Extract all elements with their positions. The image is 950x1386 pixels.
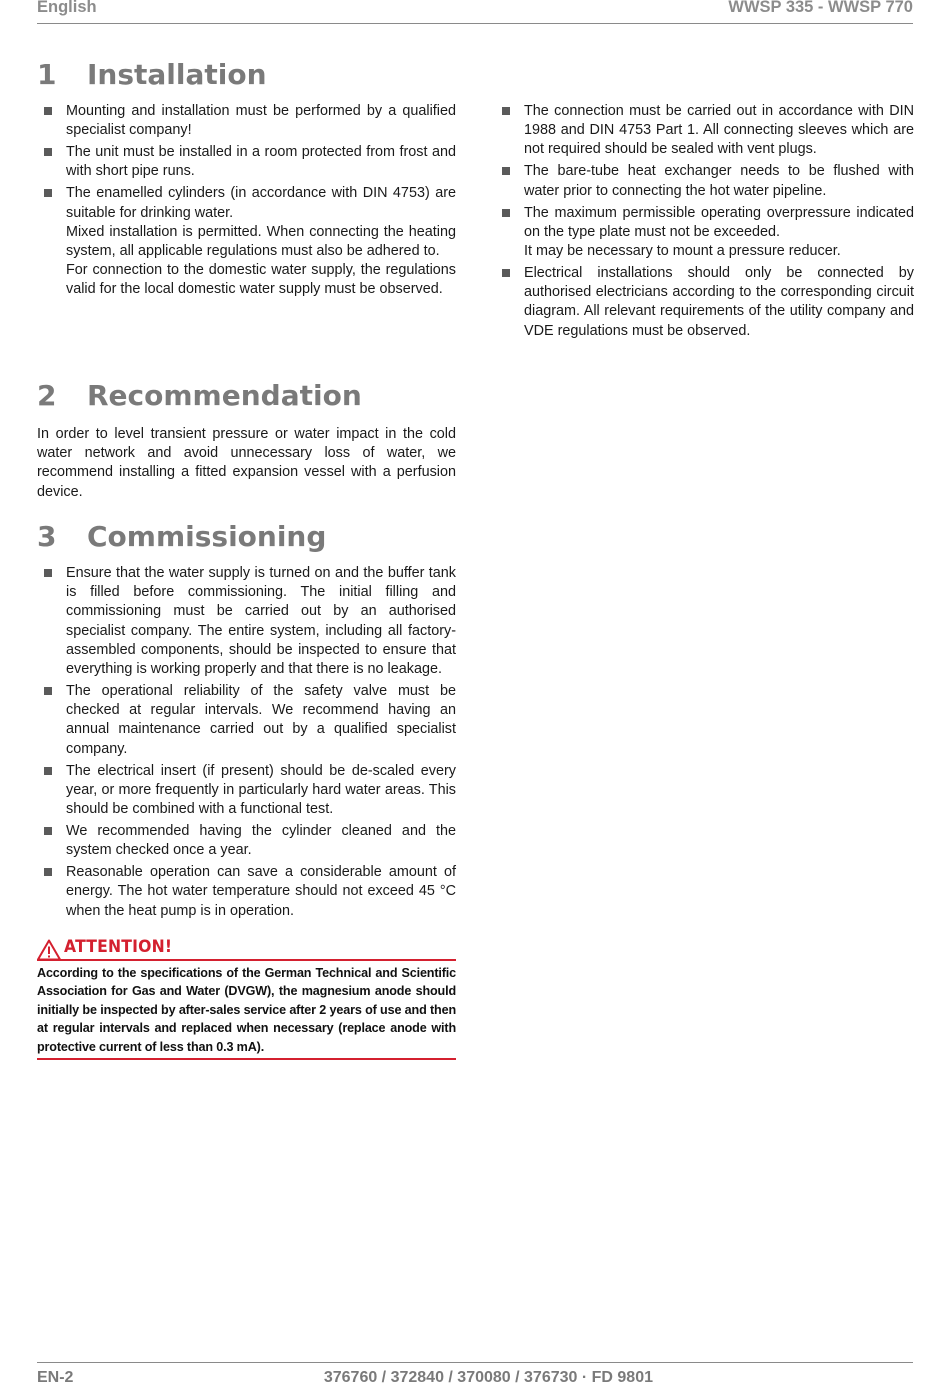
footer-page-number: EN-2 (37, 1369, 74, 1386)
list-item-text: Reasonable operation can save a considerable amount of energy. The hot water temperature should not exceed 45 °C when the heat pump is in operation. (66, 864, 456, 919)
installation-right-list (495, 102, 914, 341)
attention-text: According to the specifications of the German Technical and Scientific Association for Gas and Water (DVGW), the magnesium anode should initially be inspected by after-sales service after 2 years of use and then at regular intervals and replaced when necessary (replace anode with protective current of less than 0.3 mA). (37, 961, 456, 1060)
list-item (37, 822, 456, 860)
list-item-text: The connection must be carried out in accordance with DIN 1988 and DIN 4753 Part 1. All connecting sleeves which are not required should be sealed with vent plugs. (524, 103, 914, 158)
list-item (37, 564, 456, 679)
page-footer (37, 1362, 913, 1386)
list-item-text: It may be necessary to mount a pressure reducer. (524, 243, 841, 260)
header-language: English (37, 0, 97, 16)
footer-article-codes: 376760 / 372840 / 370080 / 376730 · FD 9801 (323, 1369, 653, 1386)
list-item (37, 102, 456, 140)
commissioning-list (37, 564, 456, 921)
section-recommendation-heading (37, 379, 362, 412)
list-item (37, 863, 456, 921)
list-item (495, 204, 914, 262)
section-number: 1 (37, 58, 57, 91)
section-installation-heading (37, 58, 267, 91)
section-title: Commissioning (87, 520, 327, 553)
list-item-text: Electrical installations should only be connected by authorised electricians according to the corresponding circuit diagram. All relevant requirements of the utility company and VDE regulations must be observed. (524, 265, 914, 339)
list-item-text: For connection to the domestic water supply, the regulations valid for the local domestic water supply must be observed. (66, 262, 456, 298)
list-item (37, 184, 456, 299)
attention-notice (37, 938, 456, 1060)
installation-right-column (495, 102, 914, 344)
list-item-text: The electrical insert (if present) should be de-scaled every year, or more frequently in particularly hard water areas. This should be combined with a functional test. (66, 762, 456, 818)
list-item-text: We recommended having the cylinder cleaned and the system checked once a year. (66, 823, 456, 859)
installation-left-column (37, 102, 456, 302)
list-item (495, 102, 914, 160)
list-item (37, 682, 456, 759)
section-title: Recommendation (87, 379, 362, 412)
list-item (37, 762, 456, 820)
recommendation-text: In order to level transient pressure or water impact in the cold water network and avoid unnecessary loss of water, we recommend installing a fitted expansion vessel with a perfusion device. (37, 426, 456, 500)
section-number: 3 (37, 520, 57, 553)
list-item-text: The enamelled cylinders (in accordance with DIN 4753) are suitable for drinking water. (66, 185, 456, 221)
installation-left-list (37, 102, 456, 300)
list-item (495, 162, 914, 200)
list-item-text: Ensure that the water supply is turned on and the buffer tank is filled before commissioning. The initial filling and commissioning must be carried out by an authorised specialist company. The entire system, including all factory-assembled components, should be inspected to ensure that everything is working properly and that there is no leakage. (66, 565, 456, 678)
warning-triangle-icon (37, 939, 61, 961)
attention-title: ATTENTION! (64, 937, 173, 957)
page-header (37, 0, 913, 24)
attention-header (37, 938, 456, 961)
list-item-text: Mounting and installation must be performed by a qualified specialist company! (66, 103, 456, 139)
list-item (37, 143, 456, 181)
header-model: WWSP 335 - WWSP 770 (728, 0, 913, 16)
section-commissioning-heading (37, 520, 326, 553)
section-title: Installation (87, 58, 267, 91)
list-item-text: Mixed installation is permitted. When connecting the heating system, all applicable regulations must also be adhered to. (66, 223, 456, 260)
list-item-text: The bare-tube heat exchanger needs to be flushed with water prior to connecting the hot water pipeline. (524, 163, 914, 199)
list-item-text: The unit must be installed in a room protected from frost and with short pipe runs. (66, 144, 456, 180)
commissioning-column (37, 564, 456, 924)
list-item-text: The maximum permissible operating overpressure indicated on the type plate must not be exceeded. (524, 204, 914, 240)
list-item (495, 264, 914, 341)
list-item-text: The operational reliability of the safety valve must be checked at regular intervals. We recommend having an annual maintenance carried out by a qualified specialist company. (66, 683, 456, 757)
section-number: 2 (37, 379, 57, 412)
